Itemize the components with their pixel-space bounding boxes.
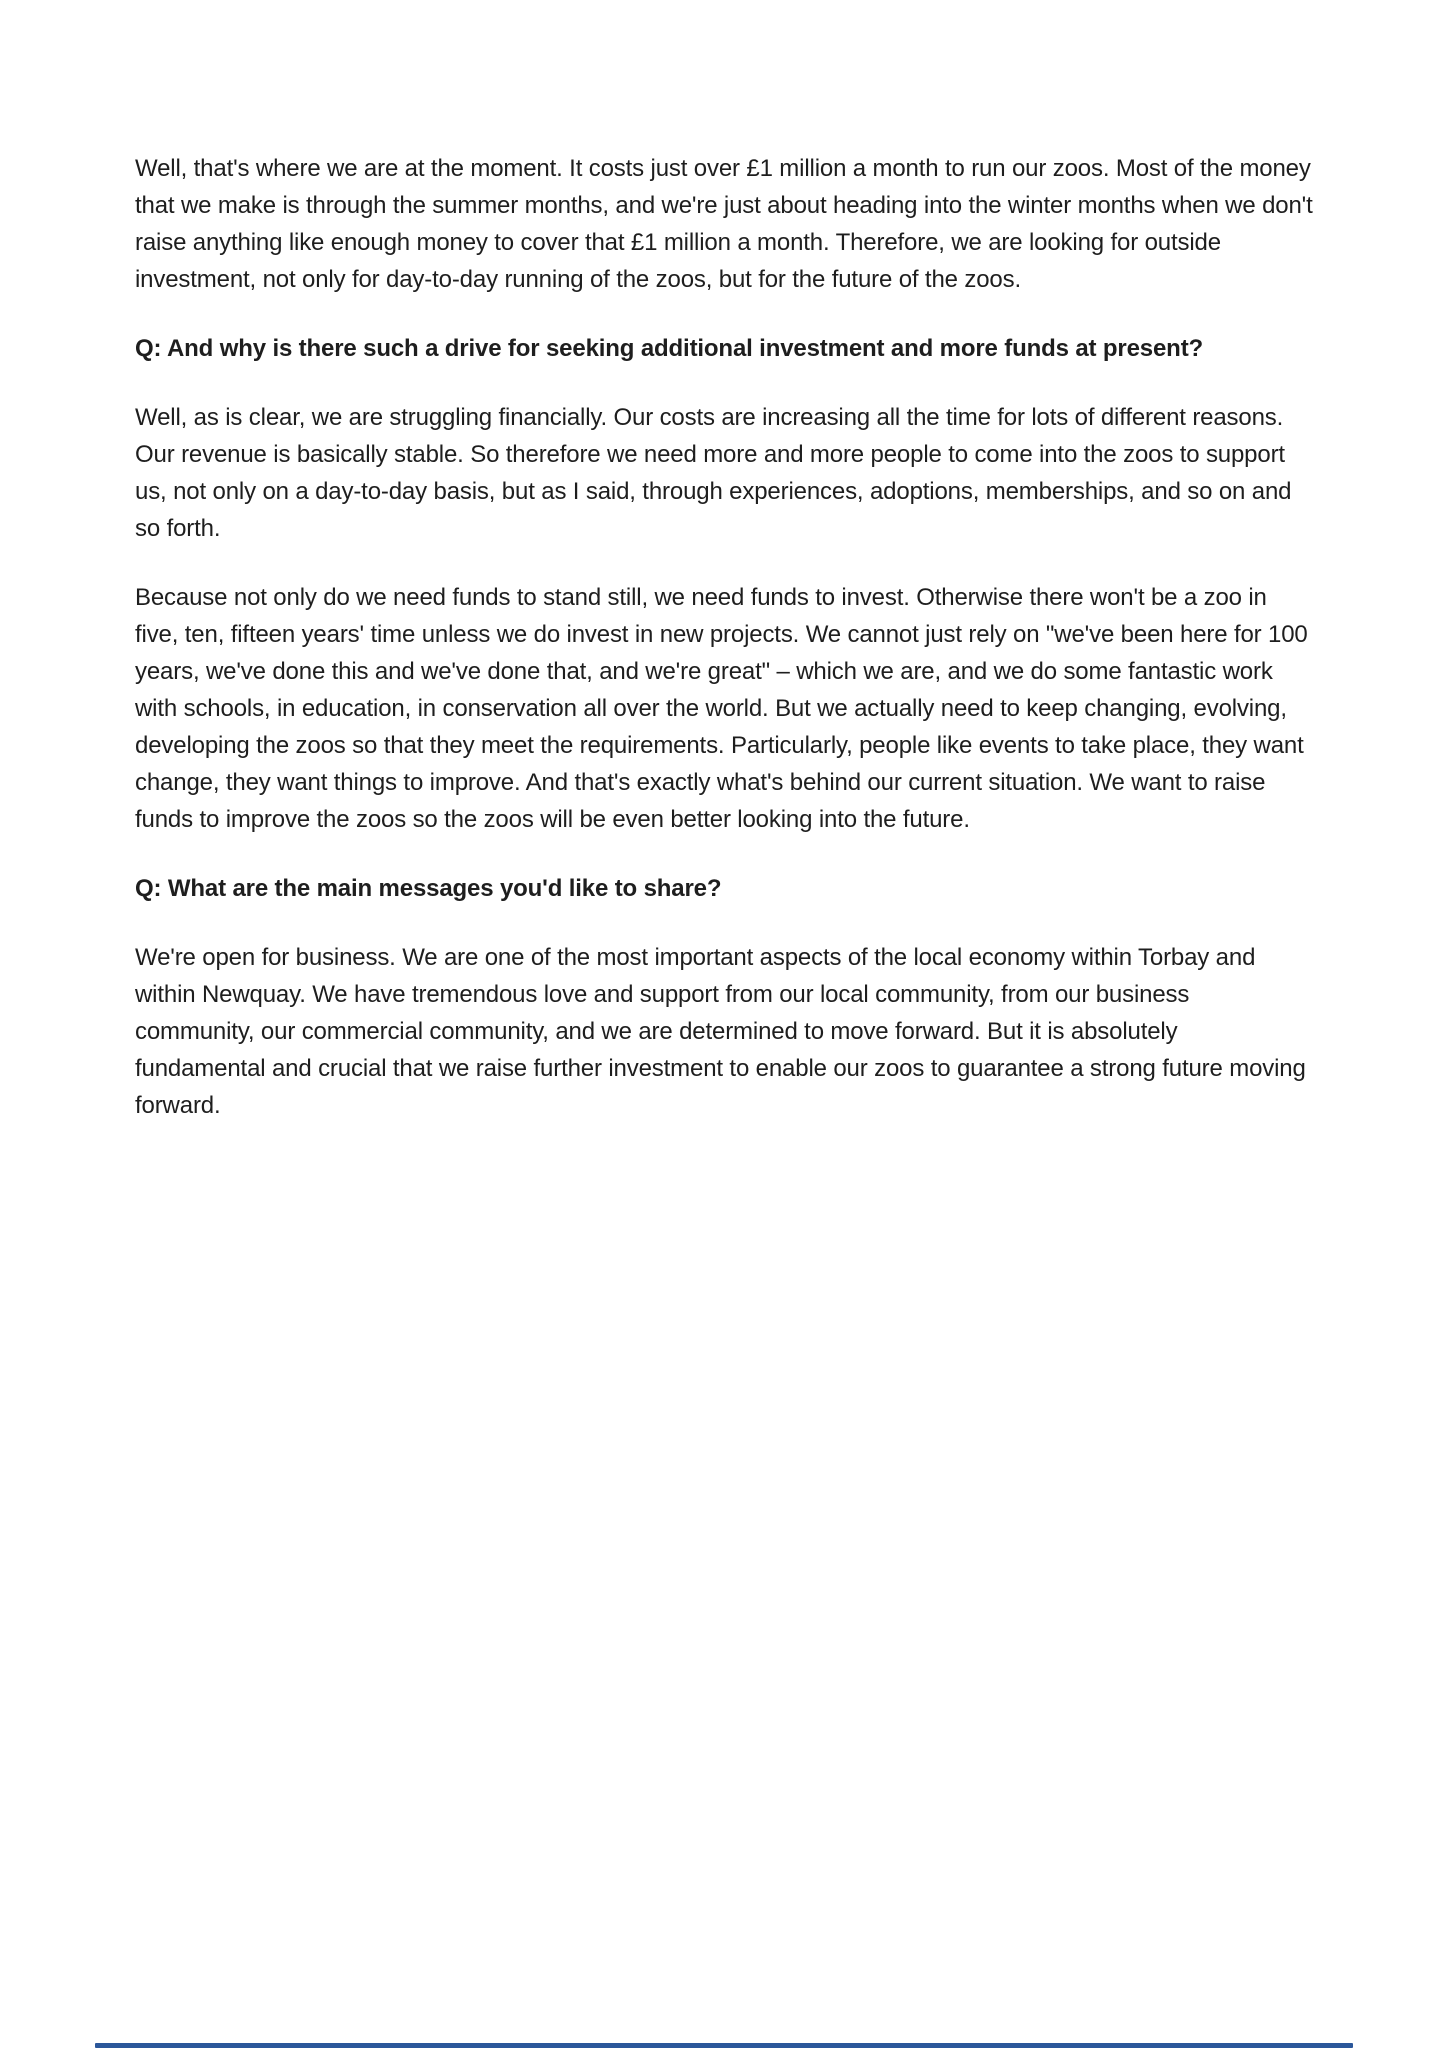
- paragraph-struggling-financially: Well, as is clear, we are struggling financially. Our costs are increasing all the time for lots of different reasons. Our revenue is basically stable. So therefore we need more and more people to come into the zoos to support us, not only on a day-to-day basis, but as I said, through experiences, adoptions, memberships, and so on and so forth.: [135, 404, 1292, 542]
- question-heading-main-messages: Q: What are the main messages you'd like to share?: [135, 875, 722, 902]
- paragraph-open-for-business: We're open for business. We are one of the most important aspects of the local economy within Torbay and within Newquay. We have tremendous love and support from our local community, from our business community, our commercial community, and we are determined to move forward. But it is absolutely fundamental and crucial that we raise further investment to enable our zoos to guarantee a strong future moving forward.: [135, 944, 1306, 1119]
- page-bottom-edge-bar: [95, 2043, 1353, 2048]
- question-heading-investment-drive: Q: And why is there such a drive for seeking additional investment and more funds at present?: [135, 335, 1204, 362]
- paragraph-need-funds-to-invest: Because not only do we need funds to stand still, we need funds to invest. Otherwise there won't be a zoo in five, ten, fifteen years' time unless we do invest in new projects. We cannot just rely on "we've been here for 100 years, we've done this and we've done that, and we're great" – which we are, and we do some fantastic work with schools, in education, in conservation all over the world. But we actually need to keep changing, evolving, developing the zoos so that they meet the requirements. Particularly, people like events to take place, they want change, they want things to improve. And that's exactly what's behind our current situation. We want to raise funds to improve the zoos so the zoos will be even better looking into the future.: [135, 584, 1308, 833]
- document-body: [135, 150, 1313, 1124]
- paragraph-costs: Well, that's where we are at the moment. It costs just over £1 million a month to run our zoos. Most of the money that we make is through the summer months, and we're just about heading into the winter months when we don't raise anything like enough money to cover that £1 million a month. Therefore, we are looking for outside investment, not only for day-to-day running of the zoos, but for the future of the zoos.: [135, 155, 1313, 293]
